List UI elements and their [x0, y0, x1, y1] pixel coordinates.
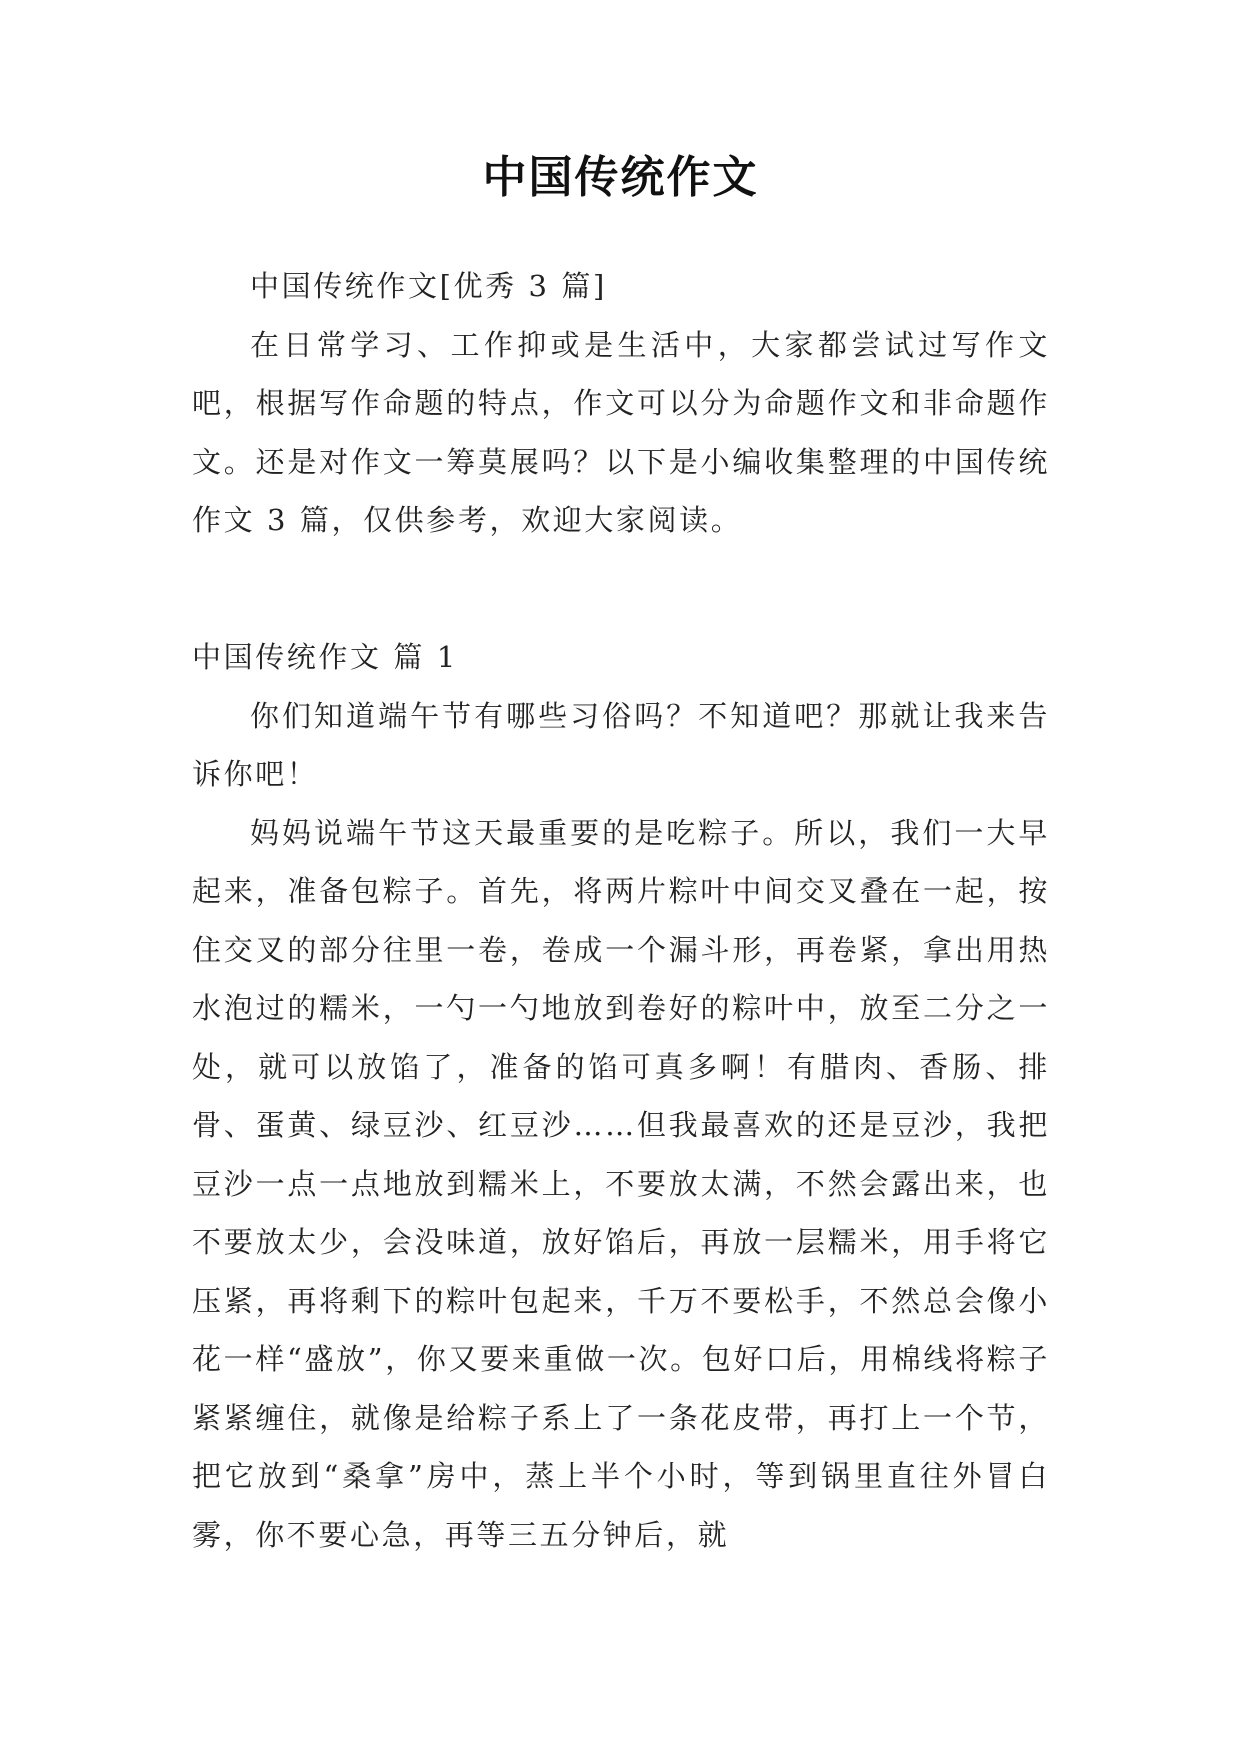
- document-title: 中国传统作文: [482, 152, 759, 203]
- essay-section: [192, 628, 1050, 1564]
- essay-paragraph: 妈妈说端午节这天最重要的是吃粽子。所以，我们一大早起来，准备包粽子。首先，将两片粽叶中间交叉叠在一起，按住交叉的部分往里一卷，卷成一个漏斗形，再卷紧，拿出用热水泡过的糯米，一勺一勺地放到卷好的粽叶中，放至二分之一处，就可以放馅了，准备的馅可真多啊！有腊肉、香肠、排骨、蛋黄、绿豆沙、红豆沙……但我最喜欢的还是豆沙，我把豆沙一点一点地放到糯米上，不要放太满，不然会露出来，也不要放太少，会没味道，放好馅后，再放一层糯米，用手将它压紧，再将剩下的粽叶包起来，千万不要松手，不然总会像小花一样“盛放”，你又要来重做一次。包好口后，用棉线将粽子紧紧缠住，就像是给粽子系上了一条花皮带，再打上一个节，把它放到“桑拿”房中，蒸上半个小时，等到锅里直往外冒白雾，你不要心急，再等三五分钟后，就: [192, 815, 1050, 1552]
- intro-heading: 中国传统作文[优秀 3 篇]: [250, 269, 607, 303]
- intro-paragraph: 在日常学习、工作抑或是生活中，大家都尝试过写作文吧，根据写作命题的特点，作文可以分为命题作文和非命题作文。还是对作文一筹莫展吗？以下是小编收集整理的中国传统作文 3 篇，仅供参考，欢迎大家阅读。: [192, 327, 1050, 537]
- essay-heading: 中国传统作文 篇 1: [192, 640, 458, 674]
- intro-section: [192, 257, 1050, 550]
- essay-paragraph: 你们知道端午节有哪些习俗吗？不知道吧？那就让我来告诉你吧！: [192, 698, 1050, 791]
